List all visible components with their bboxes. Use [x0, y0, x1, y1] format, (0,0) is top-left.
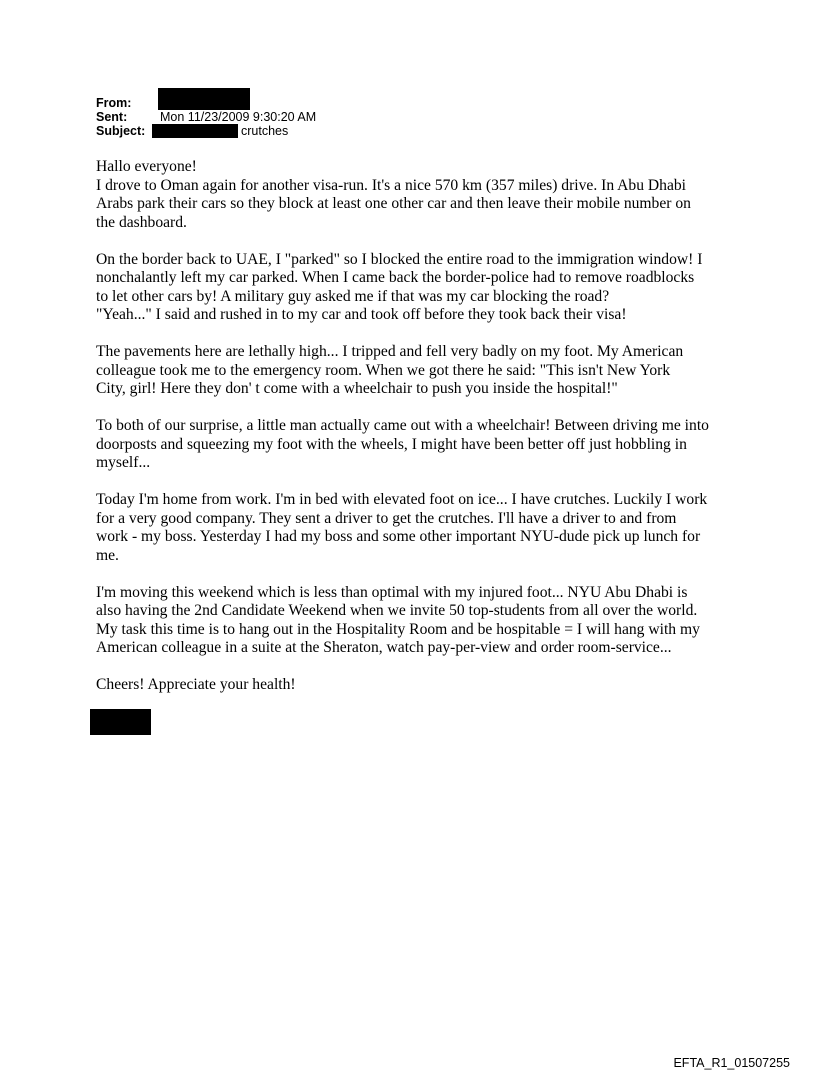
- email-body: [96, 158, 736, 713]
- greeting: Hallo everyone!: [96, 158, 197, 175]
- body-paragraph-3: The pavements here are lethally high... I tripped and fell very badly on my foot. My American colleague took me to the emergency room. When we got there he said: "This isn't New York City, girl! Here they don' t come with a wheelchair to push you inside the hospital!": [96, 343, 684, 397]
- body-paragraph-4: To both of our surprise, a little man actually came out with a wheelchair! Between driving me into doorposts and squeezing my foot with the wheels, I might have been better off just hobbling in myself...: [96, 417, 709, 471]
- body-paragraph-2: On the border back to UAE, I "parked" so I blocked the entire road to the immigration window! I nonchalantly left my car parked. When I came back the border-police had to remove roadblocks to let other cars by! A military guy asked me if that was my car blocking the road? "Yeah..." I said and rushed in to my car and took off before they took back their visa!: [96, 250, 703, 323]
- subject-value: crutches: [241, 124, 289, 138]
- body-paragraph-5: Today I'm home from work. I'm in bed with elevated foot on ice... I have crutches. Luckily I work for a very good company. They sent a driver to get the crutches. I'll have a driver to and from work - my boss. Yesterday I had my boss and some other important NYU-dude pick up lunch for me.: [96, 491, 708, 564]
- from-label: From:: [96, 96, 132, 110]
- sent-label: Sent:: [96, 110, 128, 124]
- body-paragraph-6: I'm moving this weekend which is less than optimal with my injured foot... NYU Abu Dhabi is also having the 2nd Candidate Weekend when we invite 50 top-students from all over the world. My task this time is to hang out in the Hospitality Room and be hospitable = I will hang with my American colleague in a suite at the Sheraton, watch pay-per-view and order room-service...: [96, 583, 700, 656]
- subject-redaction: [152, 124, 238, 138]
- sent-value: Mon 11/23/2009 9:30:20 AM: [160, 110, 317, 124]
- bates-number: EFTA_R1_01507255: [673, 1056, 790, 1070]
- signature-redaction: [90, 709, 151, 735]
- body-paragraph-1: I drove to Oman again for another visa-run. It's a nice 570 km (357 miles) drive. In Abu Dhabi Arabs park their cars so they block at least one other car and then leave their mobile number on the dashboard.: [96, 176, 691, 231]
- subject-label: Subject:: [96, 124, 146, 138]
- closing-line: Cheers! Appreciate your health!: [96, 676, 296, 693]
- from-redaction: [158, 88, 250, 110]
